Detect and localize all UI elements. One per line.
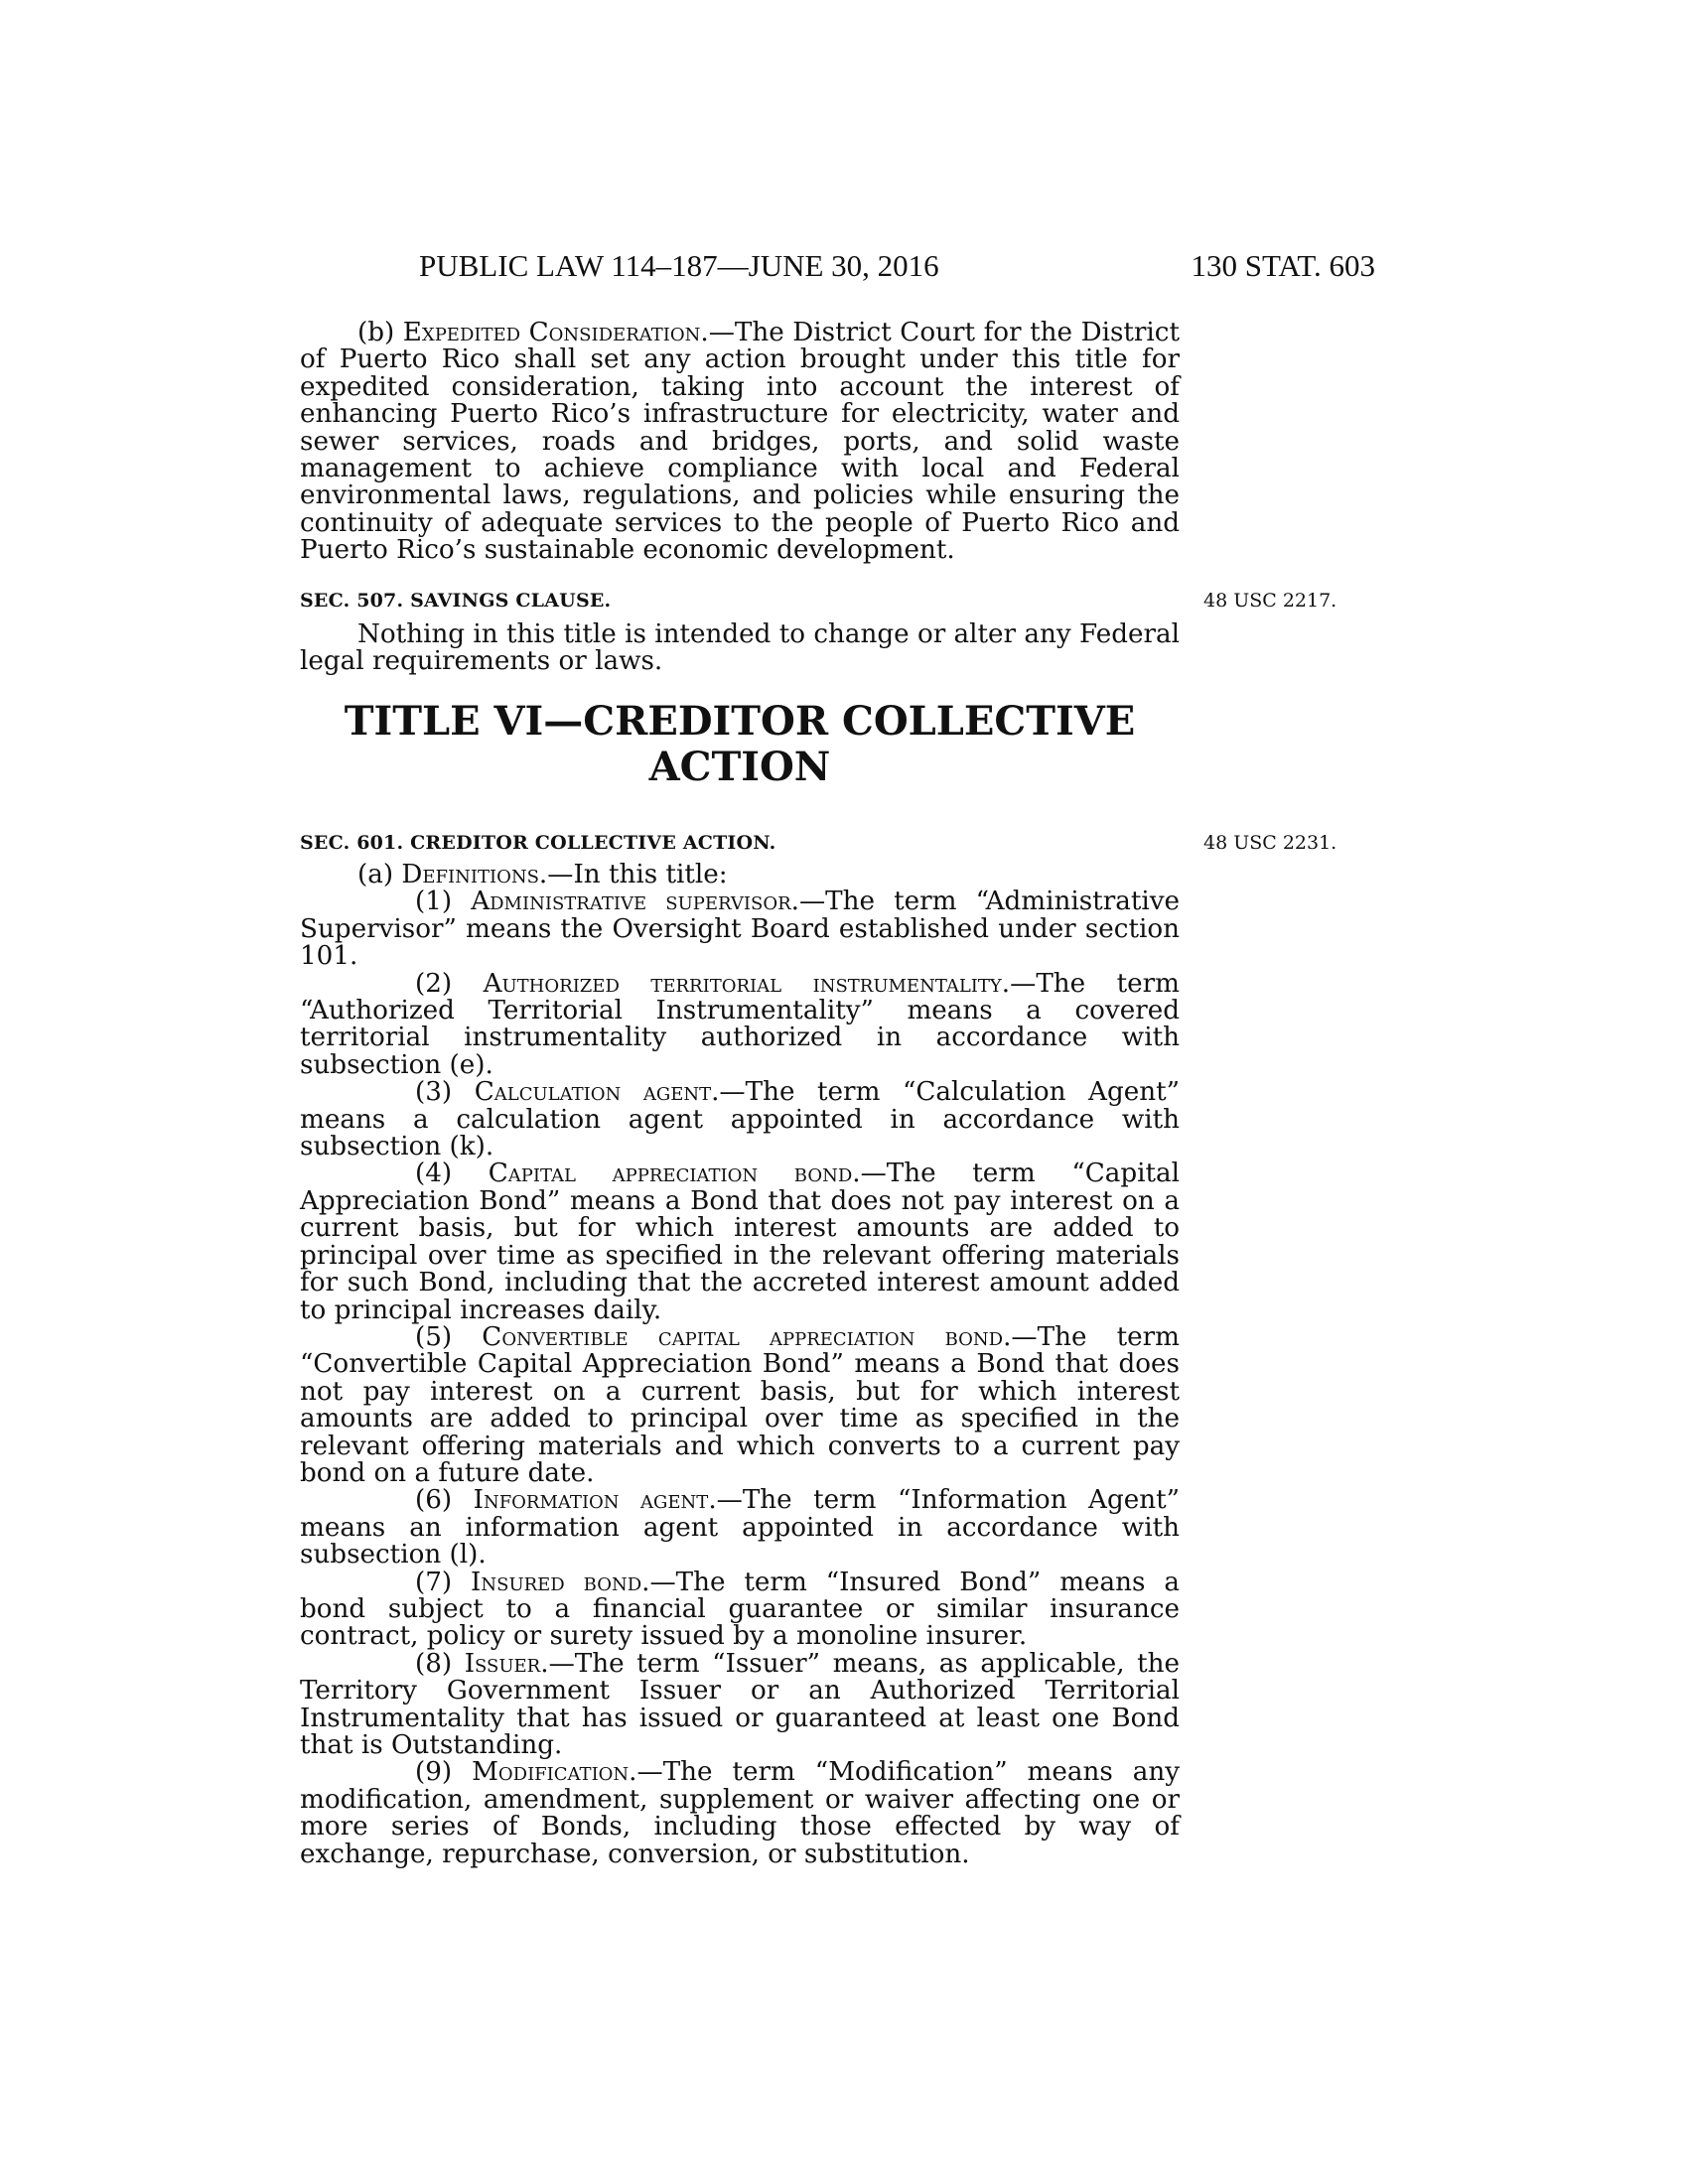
running-head: PUBLIC LAW 114–187—JUNE 30, 2016 (419, 248, 939, 283)
sec-507-body (300, 621, 1180, 676)
subsection-b-heading: Expedited Consideration. (402, 318, 709, 347)
page-header (357, 248, 1375, 288)
definition-5: (5) Convertible capital appreciation bond.—The term “Convertible Capital Appreciation Bond” means a Bond that does not pay interest on a current basis, but for which interest amounts are added to principal over time as specified in the relevant offering materials and which converts to a current pay bond on a future date. (300, 1321, 1180, 1488)
definition-term: Insured bond. (471, 1567, 650, 1597)
subsection-a-heading: Definitions. (401, 860, 548, 889)
definition-6: (6) Information agent.—The term “Information Agent” means an information agent appointed in accordance with subsection (l). (300, 1485, 1180, 1570)
definition-9: (9) Modification.—The term “Modification” means any modification, amendment, supplement or waiver affecting one or more series of Bonds, including those effected by way of exchange, repurchase, conversion, or substitution. (300, 1757, 1181, 1869)
definition-2: (2) Authorized territorial instrumentality.—The term “Authorized Territorial Instrumentality” means a covered territorial instrumentality authorized in accordance with subsection (e). (300, 968, 1180, 1080)
title-line-2: ACTION (648, 744, 831, 790)
title-line-1: TITLE VI—CREDITOR COLLECTIVE (344, 698, 1136, 745)
definition-3: (3) Calculation agent.—The term “Calculation Agent” means a calculation agent appointed in accordance with subsection (k). (300, 1077, 1181, 1162)
sec-507-text: Nothing in this title is intended to change or alter any Federal legal requirements or laws. (300, 619, 1180, 677)
definition-term: Modification. (472, 1757, 637, 1788)
subsection-b: (b) Expedited Consideration.—The District Court for the District of Puerto Rico shall set any action brought under this title for expedited consideration, taking into account the interest of enhancing Puerto Rico’s infrastructure for electricity, water and sewer services, roads and bridges, ports, and solid waste management to achieve compliance with local and Federal environmental laws, regulations, and policies while ensuring the continuity of adequate services to the people of Puerto Rico and Puerto Rico’s sustainable economic development. (300, 318, 1180, 566)
sec-601-body (300, 862, 1180, 1868)
definition-term: Calculation agent. (474, 1077, 720, 1108)
sec-601-margin-note: 48 USC 2231. (1203, 832, 1337, 854)
definition-1: (1) Administrative supervisor.—The term “Administrative Supervisor” means the Oversight Board established under section 101. (300, 887, 1181, 972)
definition-term: Convertible capital appreciation bond. (482, 1321, 1012, 1352)
definition-8: (8) Issuer.—The term “Issuer” means, as applicable, the Territory Government Issuer or an Authorized Territorial Instrumentality that has issued or guaranteed at least one Bond that is Outstanding. (300, 1648, 1181, 1760)
subsection-b-text: —The District Court for the District of Puerto Rico shall set any action brought under this title for expedited consideration, taking into account the interest of enhancing Puerto Rico’s infrastructure for electricity, water and sewer services, roads and bridges, ports, and solid waste management to achieve compliance with local and Federal environmental laws, regulations, and policies while ensuring the continuity of adequate services to the people of Puerto Rico and Puerto Rico’s sustainable economic development. (300, 318, 1180, 566)
sec-507-heading: SEC. 507. SAVINGS CLAUSE. (300, 590, 612, 612)
definition-7: (7) Insured bond.—The term “Insured Bond” means a bond subject to a financial guarantee or similar insurance contract, policy or surety issued by a monoline insurer. (300, 1567, 1181, 1652)
subsection-a: (a) Definitions.—In this title: (357, 860, 728, 889)
definition-term: Issuer. (464, 1648, 549, 1679)
definition-term: Information agent. (473, 1485, 717, 1516)
definition-term: Capital appreciation bond. (488, 1159, 861, 1189)
definition-term: Administrative supervisor. (471, 887, 799, 917)
definition-term: Authorized territorial instrumentality. (483, 968, 1011, 999)
sec-507-margin-note: 48 USC 2217. (1203, 590, 1337, 612)
title-heading (300, 699, 1180, 790)
page-citation: 130 STAT. 603 (1191, 248, 1375, 283)
sec-601-heading: SEC. 601. CREDITOR COLLECTIVE ACTION. (300, 832, 776, 854)
definition-4: (4) Capital appreciation bond.—The term “Capital Appreciation Bond” means a Bond that does not pay interest on a current basis, but for which interest amounts are added to principal over time as specified in the relevant offering materials for such Bond, including that the accreted interest amount added to principal increases daily. (300, 1159, 1181, 1325)
